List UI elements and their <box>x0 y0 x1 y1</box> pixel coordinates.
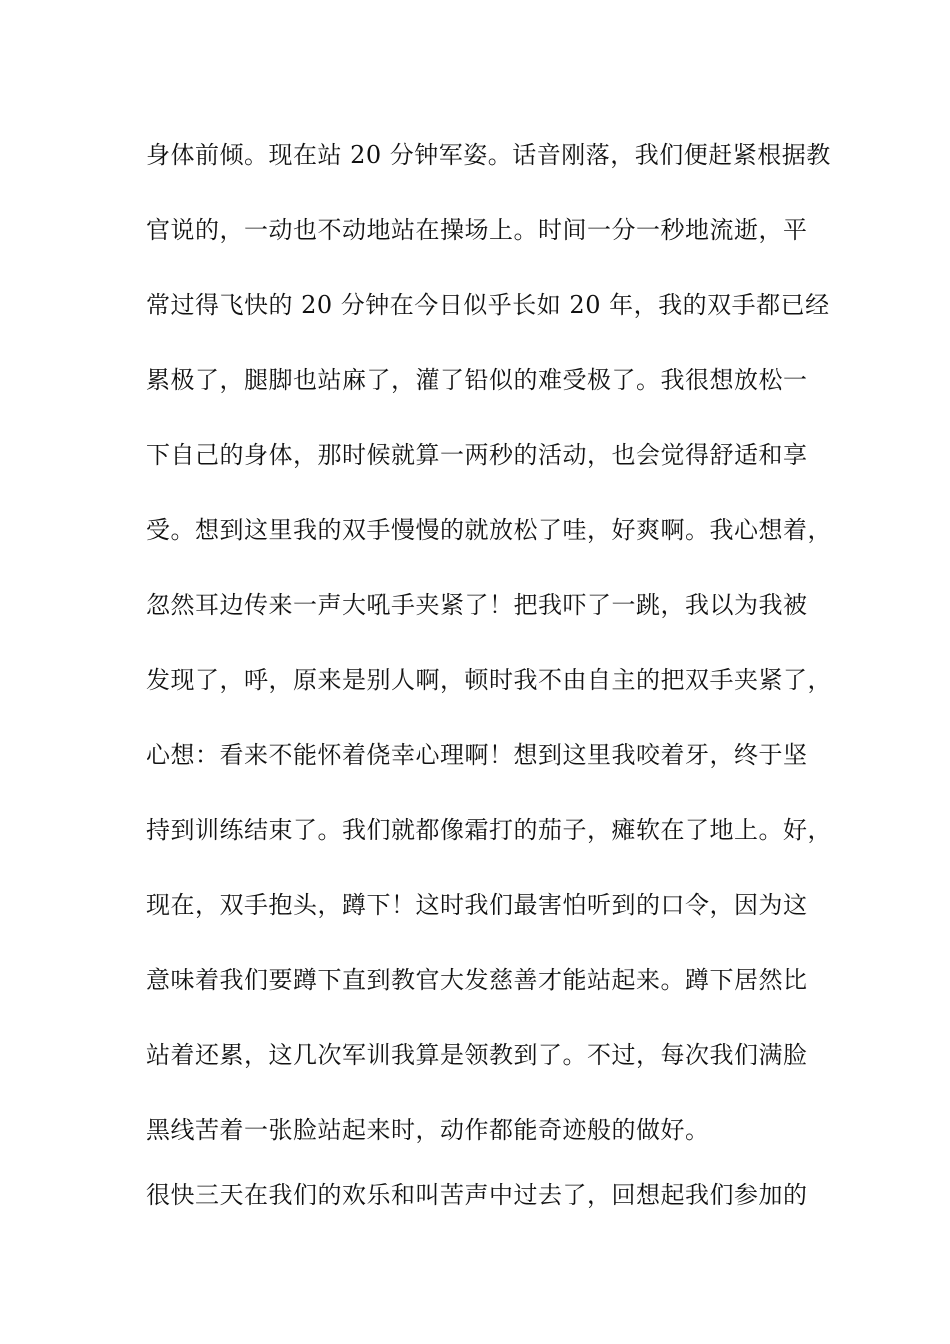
text-line: 现在，双手抱头，蹲下！这时我们最害怕听到的口令，因为这 <box>146 891 808 919</box>
text-line: 官说的，一动也不动地站在操场上。时间一分一秒地流逝，平 <box>146 216 808 244</box>
text-line: 累极了，腿脚也站麻了，灌了铅似的难受极了。我很想放松一 <box>146 366 808 394</box>
text-line: 黑线苦着一张脸站起来时，动作都能奇迹般的做好。 <box>146 1116 710 1144</box>
text-line: 持到训练结束了。我们就都像霜打的茄子，瘫软在了地上。好， <box>146 816 832 844</box>
body-text <box>146 133 836 1248</box>
text-line: 发现了，呼，原来是别人啊，顿时我不由自主的把双手夹紧了， <box>146 666 832 694</box>
text-line: 常过得飞快的 20 分钟在今日似乎长如 20 年，我的双手都已经 <box>146 291 830 319</box>
text-line: 站着还累，这几次军训我算是领教到了。不过，每次我们满脸 <box>146 1041 808 1069</box>
text-line: 受。想到这里我的双手慢慢的就放松了哇，好爽啊。我心想着， <box>146 516 832 544</box>
text-line: 下自己的身体，那时候就算一两秒的活动，也会觉得舒适和享 <box>146 441 808 469</box>
text-line: 心想：看来不能怀着侥幸心理啊！想到这里我咬着牙，终于坚 <box>146 741 808 769</box>
text-line: 身体前倾。现在站 20 分钟军姿。话音刚落，我们便赶紧根据教 <box>146 141 831 169</box>
text-line: 很快三天在我们的欢乐和叫苦声中过去了，回想起我们参加的 <box>146 1181 808 1209</box>
text-line: 意味着我们要蹲下直到教官大发慈善才能站起来。蹲下居然比 <box>146 966 808 994</box>
text-line: 忽然耳边传来一声大吼手夹紧了！把我吓了一跳，我以为我被 <box>146 591 808 619</box>
